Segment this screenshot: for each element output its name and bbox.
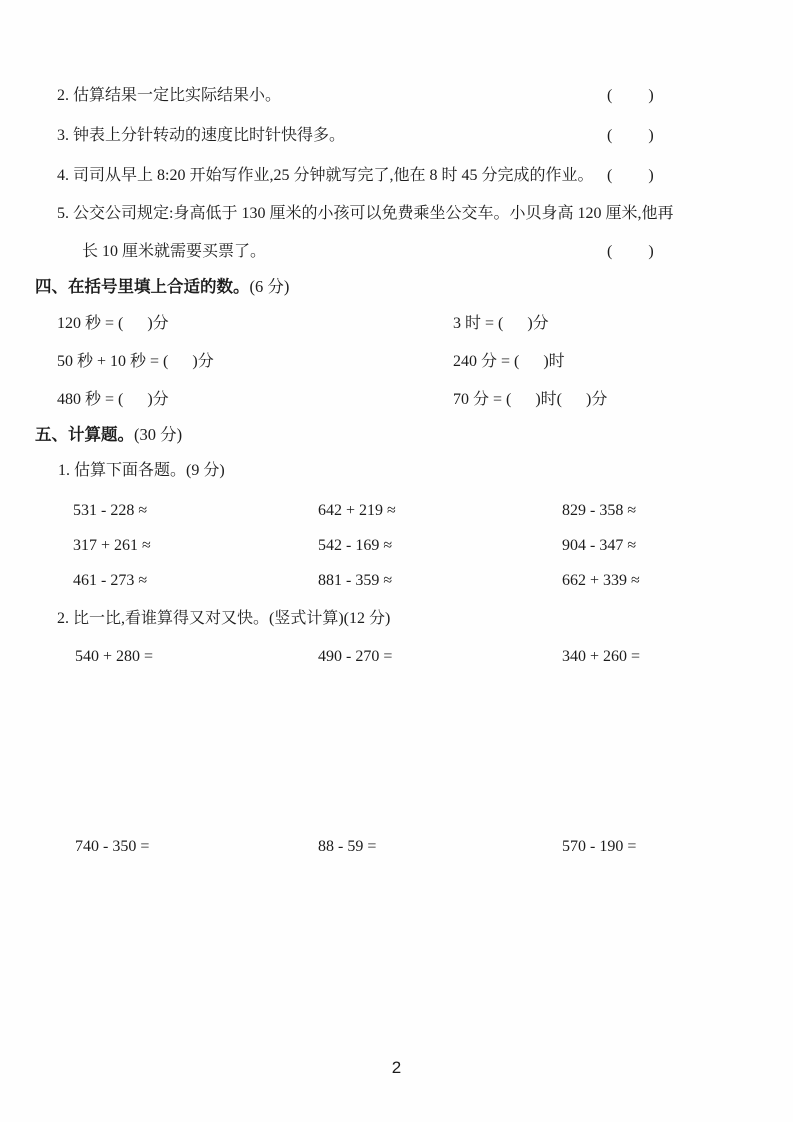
section-title: 四、在括号里填上合适的数。 [35,277,250,296]
calc-expression: 490 - 270 = [318,648,393,665]
estimate-expression: 461 - 273 ≈ [73,572,148,589]
estimate-expression: 531 - 228 ≈ [73,502,148,519]
fill-item: 70 分 = ( )时( )分 [453,391,608,408]
calc-expression: 570 - 190 = [562,838,637,855]
section-title: 五、计算题。 [35,425,134,444]
estimate-expression: 317 + 261 ≈ [73,537,151,554]
calc-expression: 88 - 59 = [318,838,377,855]
estimate-expression: 881 - 359 ≈ [318,572,393,589]
calc-expression: 540 + 280 = [75,648,154,665]
fill-item: 240 分 = ( )时 [453,353,565,370]
judge-item-text-line2: 长 10 厘米就需要买票了。 [82,243,267,260]
subsection-label: 2. 比一比,看谁算得又对又快。(竖式计算) [57,610,344,627]
answer-paren: ( ) [607,243,655,260]
answer-paren: ( ) [607,87,655,104]
subsection-label: 1. 估算下面各题。 [58,462,187,479]
calc-expression: 340 + 260 = [562,648,641,665]
answer-paren: ( ) [607,127,655,144]
estimate-expression: 642 + 219 ≈ [318,502,396,519]
section-heading [35,425,182,445]
section-score: (6 分) [249,277,290,296]
fill-item: 3 时 = ( )分 [453,315,549,332]
subsection-heading [58,461,225,481]
answer-paren: ( ) [607,167,655,184]
judge-item-text: 4. 司司从早上 8:20 开始写作业,25 分钟就写完了,他在 8 时 45 分完成的作业。 [57,167,594,184]
fill-item: 50 秒 + 10 秒 = ( )分 [57,353,214,370]
judge-item-text: 2. 估算结果一定比实际结果小。 [57,87,282,104]
estimate-expression: 904 - 347 ≈ [562,537,637,554]
section-heading [35,277,289,297]
fill-item: 480 秒 = ( )分 [57,391,169,408]
section-score: (30 分) [134,425,183,444]
fill-item: 120 秒 = ( )分 [57,315,169,332]
subsection-score: (9 分) [186,462,225,479]
subsection-score: (12 分) [343,610,391,627]
estimate-expression: 829 - 358 ≈ [562,502,637,519]
calc-expression: 740 - 350 = [75,838,150,855]
judge-item-text: 3. 钟表上分针转动的速度比时针快得多。 [57,127,346,144]
judge-item-text: 5. 公交公司规定:身高低于 130 厘米的小孩可以免费乘坐公交车。小贝身高 120 厘米,他再 [57,205,674,222]
estimate-expression: 662 + 339 ≈ [562,572,640,589]
page-number: 2 [391,1058,402,1077]
subsection-heading [57,609,390,629]
estimate-expression: 542 - 169 ≈ [318,537,393,554]
